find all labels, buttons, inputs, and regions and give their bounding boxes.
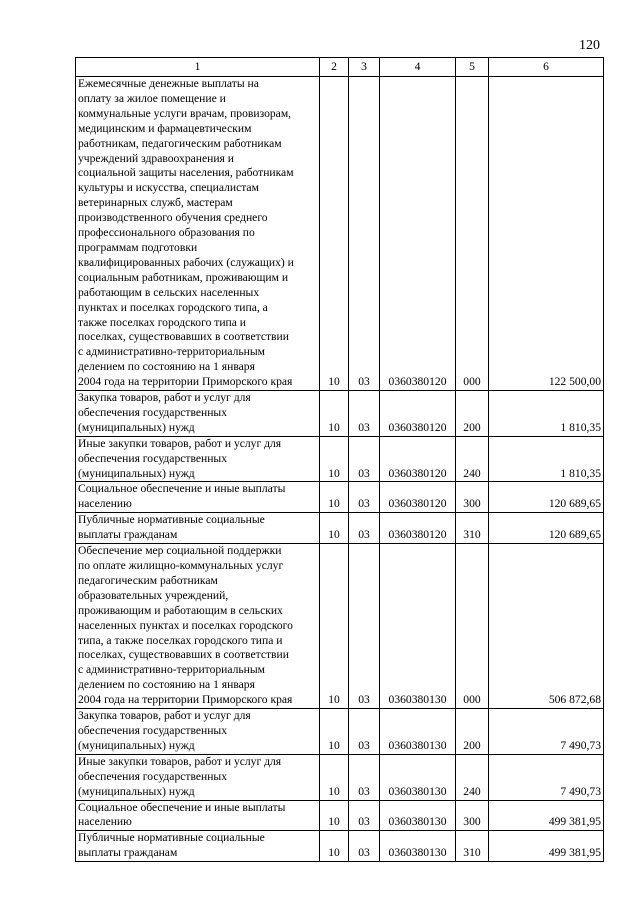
table-row (76, 391, 604, 437)
subsection-cell: 03 (349, 754, 380, 800)
row-name-line: культуры и искусства, специалистам (78, 181, 259, 195)
row-name-line: программам подготовки (78, 240, 198, 254)
row-name-cell (76, 436, 320, 482)
table-row (76, 831, 604, 862)
row-name-line: 2004 года на территории Приморского края (78, 375, 293, 389)
amount-cell: 499 381,95 (489, 800, 604, 831)
row-name-cell (76, 831, 320, 862)
row-name-line: квалифицированных рабочих (служащих) и (78, 255, 294, 269)
target-code-cell: 0360380130 (380, 709, 456, 755)
amount-cell: 1 810,35 (489, 436, 604, 482)
row-name-line: (муниципальных) нужд (78, 420, 195, 434)
header-row (76, 58, 604, 77)
row-name-line: педагогическим работникам (78, 573, 218, 587)
table-row (76, 754, 604, 800)
table-row (76, 77, 604, 391)
expense-type-cell: 310 (456, 513, 489, 544)
row-name-line: выплаты гражданам (78, 528, 178, 542)
expense-type-cell: 200 (456, 709, 489, 755)
row-name-cell (76, 709, 320, 755)
row-name-line: производственного обучения среднего (78, 211, 268, 225)
row-name-line: Социальное обеспечение и иные выплаты (78, 482, 286, 496)
row-name-line: Публичные нормативные социальные (78, 831, 265, 845)
row-name-line: работающим в сельских населенных (78, 285, 260, 299)
section-cell: 10 (320, 831, 349, 862)
subsection-cell: 03 (349, 513, 380, 544)
table-row (76, 436, 604, 482)
table-row (76, 544, 604, 709)
row-name-line: делением по состоянию на 1 января (78, 678, 255, 692)
expense-type-cell: 240 (456, 754, 489, 800)
section-cell: 10 (320, 77, 349, 391)
row-name-line: ветеринарных служб, мастерам (78, 196, 233, 210)
row-name-line: также поселках городского типа и (78, 315, 246, 329)
section-cell: 10 (320, 391, 349, 437)
amount-cell: 120 689,65 (489, 482, 604, 513)
row-name-line: социальной защиты населения, работникам (78, 166, 294, 180)
row-name-line: населению (78, 497, 132, 511)
amount-cell: 7 490,73 (489, 709, 604, 755)
table-row (76, 513, 604, 544)
header-col-4: 4 (380, 58, 456, 77)
amount-cell: 1 810,35 (489, 391, 604, 437)
row-name-line: Обеспечение мер социальной поддержки (78, 544, 282, 558)
amount-cell: 499 381,95 (489, 831, 604, 862)
expense-type-cell: 000 (456, 77, 489, 391)
header-col-6: 6 (489, 58, 604, 77)
row-name-line: социальным работникам, проживающим и (78, 270, 289, 284)
header-col-5: 5 (456, 58, 489, 77)
target-code-cell: 0360380130 (380, 544, 456, 709)
section-cell: 10 (320, 754, 349, 800)
table-row (76, 800, 604, 831)
amount-cell: 122 500,00 (489, 77, 604, 391)
section-cell: 10 (320, 709, 349, 755)
budget-table (75, 57, 604, 862)
amount-cell: 120 689,65 (489, 513, 604, 544)
header-col-1: 1 (76, 58, 320, 77)
target-code-cell: 0360380120 (380, 436, 456, 482)
row-name-line: оплату за жилое помещение и (78, 91, 226, 105)
row-name-line: медицинским и фармацевтическим (78, 121, 252, 135)
row-name-line: населенных пунктах и поселках городского (78, 618, 293, 632)
section-cell: 10 (320, 513, 349, 544)
expense-type-cell: 240 (456, 436, 489, 482)
row-name-line: обеспечения государственных (78, 723, 228, 737)
row-name-cell (76, 513, 320, 544)
expense-type-cell: 000 (456, 544, 489, 709)
target-code-cell: 0360380130 (380, 754, 456, 800)
row-name-line: поселках, существовавших в соответствии (78, 648, 289, 662)
amount-cell: 7 490,73 (489, 754, 604, 800)
expense-type-cell: 300 (456, 482, 489, 513)
row-name-line: Публичные нормативные социальные (78, 513, 265, 527)
row-name-line: обеспечения государственных (78, 769, 228, 783)
row-name-cell (76, 754, 320, 800)
row-name-cell (76, 482, 320, 513)
row-name-line: Иные закупки товаров, работ и услуг для (78, 754, 282, 768)
row-name-line: Ежемесячные денежные выплаты на (78, 77, 259, 90)
header-col-3: 3 (349, 58, 380, 77)
subsection-cell: 03 (349, 544, 380, 709)
row-name-line: населению (78, 815, 132, 829)
row-name-line: профессионального образования по (78, 226, 255, 240)
row-name-line: по оплате жилищно-коммунальных услуг (78, 559, 284, 572)
subsection-cell: 03 (349, 800, 380, 831)
section-cell: 10 (320, 544, 349, 709)
amount-cell: 506 872,68 (489, 544, 604, 709)
target-code-cell: 0360380130 (380, 831, 456, 862)
row-name-line: обеспечения государственных (78, 451, 228, 465)
row-name-line: с административно-территориальным (78, 663, 266, 677)
row-name-line: обеспечения государственных (78, 405, 228, 419)
subsection-cell: 03 (349, 436, 380, 482)
row-name-line: учреждений здравоохранения и (78, 151, 234, 165)
subsection-cell: 03 (349, 391, 380, 437)
row-name-line: (муниципальных) нужд (78, 466, 195, 480)
row-name-line: (муниципальных) нужд (78, 738, 195, 752)
row-name-line: поселках, существовавших в соответствии (78, 330, 289, 344)
page-number: 120 (579, 38, 600, 53)
row-name-line: Иные закупки товаров, работ и услуг для (78, 436, 282, 450)
row-name-line: работникам, педагогическим работникам (78, 136, 282, 150)
table-row (76, 709, 604, 755)
target-code-cell: 0360380120 (380, 513, 456, 544)
row-name-line: делением по состоянию на 1 января (78, 360, 255, 374)
expense-type-cell: 310 (456, 831, 489, 862)
target-code-cell: 0360380130 (380, 800, 456, 831)
table-row (76, 482, 604, 513)
row-name-line: пунктах и поселках городского типа, а (78, 300, 268, 314)
subsection-cell: 03 (349, 482, 380, 513)
subsection-cell: 03 (349, 831, 380, 862)
header-col-2: 2 (320, 58, 349, 77)
subsection-cell: 03 (349, 709, 380, 755)
row-name-cell (76, 77, 320, 391)
row-name-line: 2004 года на территории Приморского края (78, 693, 293, 707)
subsection-cell: 03 (349, 77, 380, 391)
row-name-cell (76, 800, 320, 831)
target-code-cell: 0360380120 (380, 482, 456, 513)
row-name-line: с административно-территориальным (78, 345, 266, 359)
row-name-line: проживающим и работающим в сельских (78, 603, 283, 617)
target-code-cell: 0360380120 (380, 77, 456, 391)
row-name-line: образовательных учреждений, (78, 588, 229, 602)
section-cell: 10 (320, 482, 349, 513)
row-name-line: типа, а также поселках городского типа и (78, 633, 283, 647)
row-name-line: Закупка товаров, работ и услуг для (78, 709, 251, 723)
expense-type-cell: 300 (456, 800, 489, 831)
row-name-cell (76, 544, 320, 709)
section-cell: 10 (320, 800, 349, 831)
row-name-line: (муниципальных) нужд (78, 784, 195, 798)
section-cell: 10 (320, 436, 349, 482)
row-name-line: коммунальные услуги врачам, провизорам, (78, 106, 292, 120)
target-code-cell: 0360380120 (380, 391, 456, 437)
row-name-cell (76, 391, 320, 437)
expense-type-cell: 200 (456, 391, 489, 437)
row-name-line: выплаты гражданам (78, 846, 178, 860)
row-name-line: Закупка товаров, работ и услуг для (78, 391, 251, 405)
row-name-line: Социальное обеспечение и иные выплаты (78, 800, 286, 814)
